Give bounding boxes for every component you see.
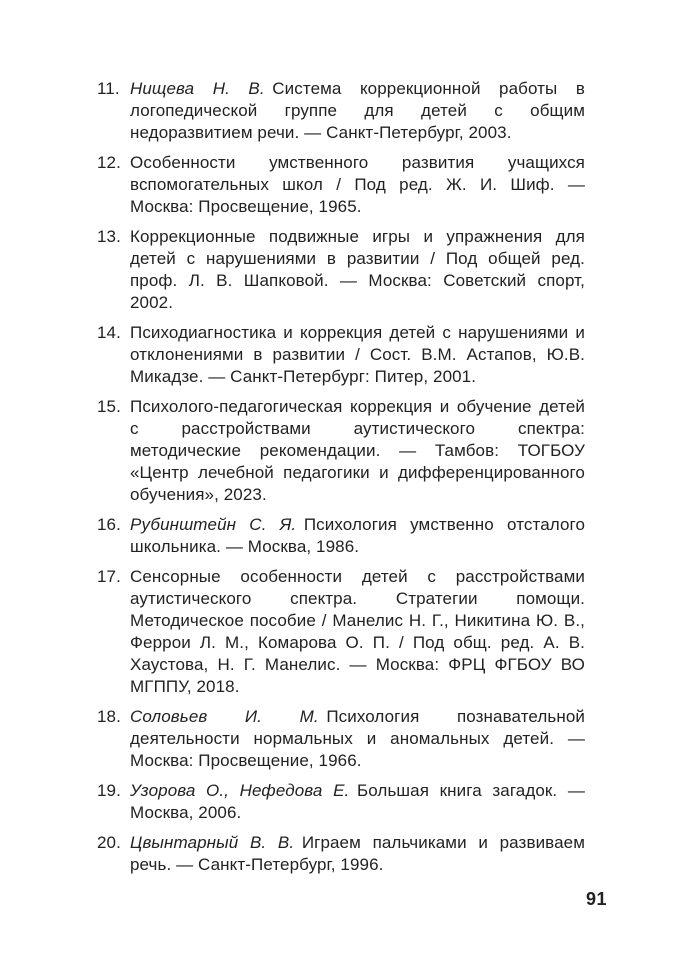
reference-number: 20.: [97, 833, 121, 852]
reference-text: Психология познавательной деятельности нормальных и аномальных детей. — Москва: Просвещение, 1966.: [130, 707, 585, 770]
reference-text: Сенсорные особенности детей с расстройствами аутистического спектра. Стратегии помощи. Методическое пособие / Манелис Н. Г., Никитина Ю. В., Феррои Л. М., Комарова О. П. / Под общ. ред. А. В. Хаустова, Н. Г. Манелис. — Москва: ФРЦ ФГБОУ ВО МГППУ, 2018.: [130, 567, 585, 696]
reference-list: [97, 78, 585, 884]
reference-item-14: [97, 322, 585, 388]
reference-item-18: [97, 706, 585, 772]
reference-item-19: [97, 780, 585, 824]
reference-item-13: [97, 226, 585, 314]
reference-number: 11.: [97, 79, 120, 98]
reference-number: 14.: [97, 323, 121, 342]
reference-author: Цвынтарный В. В.: [130, 833, 295, 852]
reference-item-20: [97, 832, 585, 876]
reference-number: 17.: [97, 567, 121, 586]
reference-number: 16.: [97, 515, 121, 534]
reference-text: Психология умственно отсталого школьника. — Москва, 1986.: [130, 515, 585, 556]
reference-text: Психолого-педагогическая коррекция и обучение детей с расстройствами аутистического спектра: методические рекомендации. — Тамбов: ТОГБОУ «Центр лечебной педагогики и дифференцированного обучения», 2023.: [130, 397, 585, 504]
reference-item-12: [97, 152, 585, 218]
reference-number: 13.: [97, 227, 121, 246]
reference-item-17: [97, 566, 585, 698]
reference-number: 12.: [97, 153, 121, 172]
reference-number: 18.: [97, 707, 121, 726]
reference-item-15: [97, 396, 585, 506]
reference-author: Рубинштейн С. Я.: [130, 515, 297, 534]
reference-text: Психодиагностика и коррекция детей с нарушениями и отклонениями в развитии / Сост. В.М. Астапов, Ю.В. Микадзе. — Санкт-Петербург: Питер, 2001.: [130, 323, 585, 386]
reference-number: 15.: [97, 397, 121, 416]
reference-author: Соловьев И. М.: [130, 707, 319, 726]
reference-item-16: [97, 514, 585, 558]
reference-text: Особенности умственного развития учащихся вспомогательных школ / Под ред. Ж. И. Шиф. — Москва: Просвещение, 1965.: [130, 153, 585, 216]
reference-text: Большая книга загадок. — Москва, 2006.: [130, 781, 585, 822]
reference-item-11: [97, 78, 585, 144]
reference-number: 19.: [97, 781, 121, 800]
reference-author: Узорова О., Нефедова Е.: [130, 781, 350, 800]
reference-author: Нищева Н. В.: [130, 79, 265, 98]
reference-text: Коррекционные подвижные игры и упражнения для детей с нарушениями в развитии / Под общей ред. проф. Л. В. Шапковой. — Москва: Советский спорт, 2002.: [130, 227, 585, 312]
reference-text: Система коррекционной работы в логопедической группе для детей с общим недоразвитием речи. — Санкт-Петербург, 2003.: [130, 79, 585, 142]
page-number: 91: [585, 889, 607, 909]
reference-text: Играем пальчиками и развиваем речь. — Санкт-Петербург, 1996.: [130, 833, 586, 874]
